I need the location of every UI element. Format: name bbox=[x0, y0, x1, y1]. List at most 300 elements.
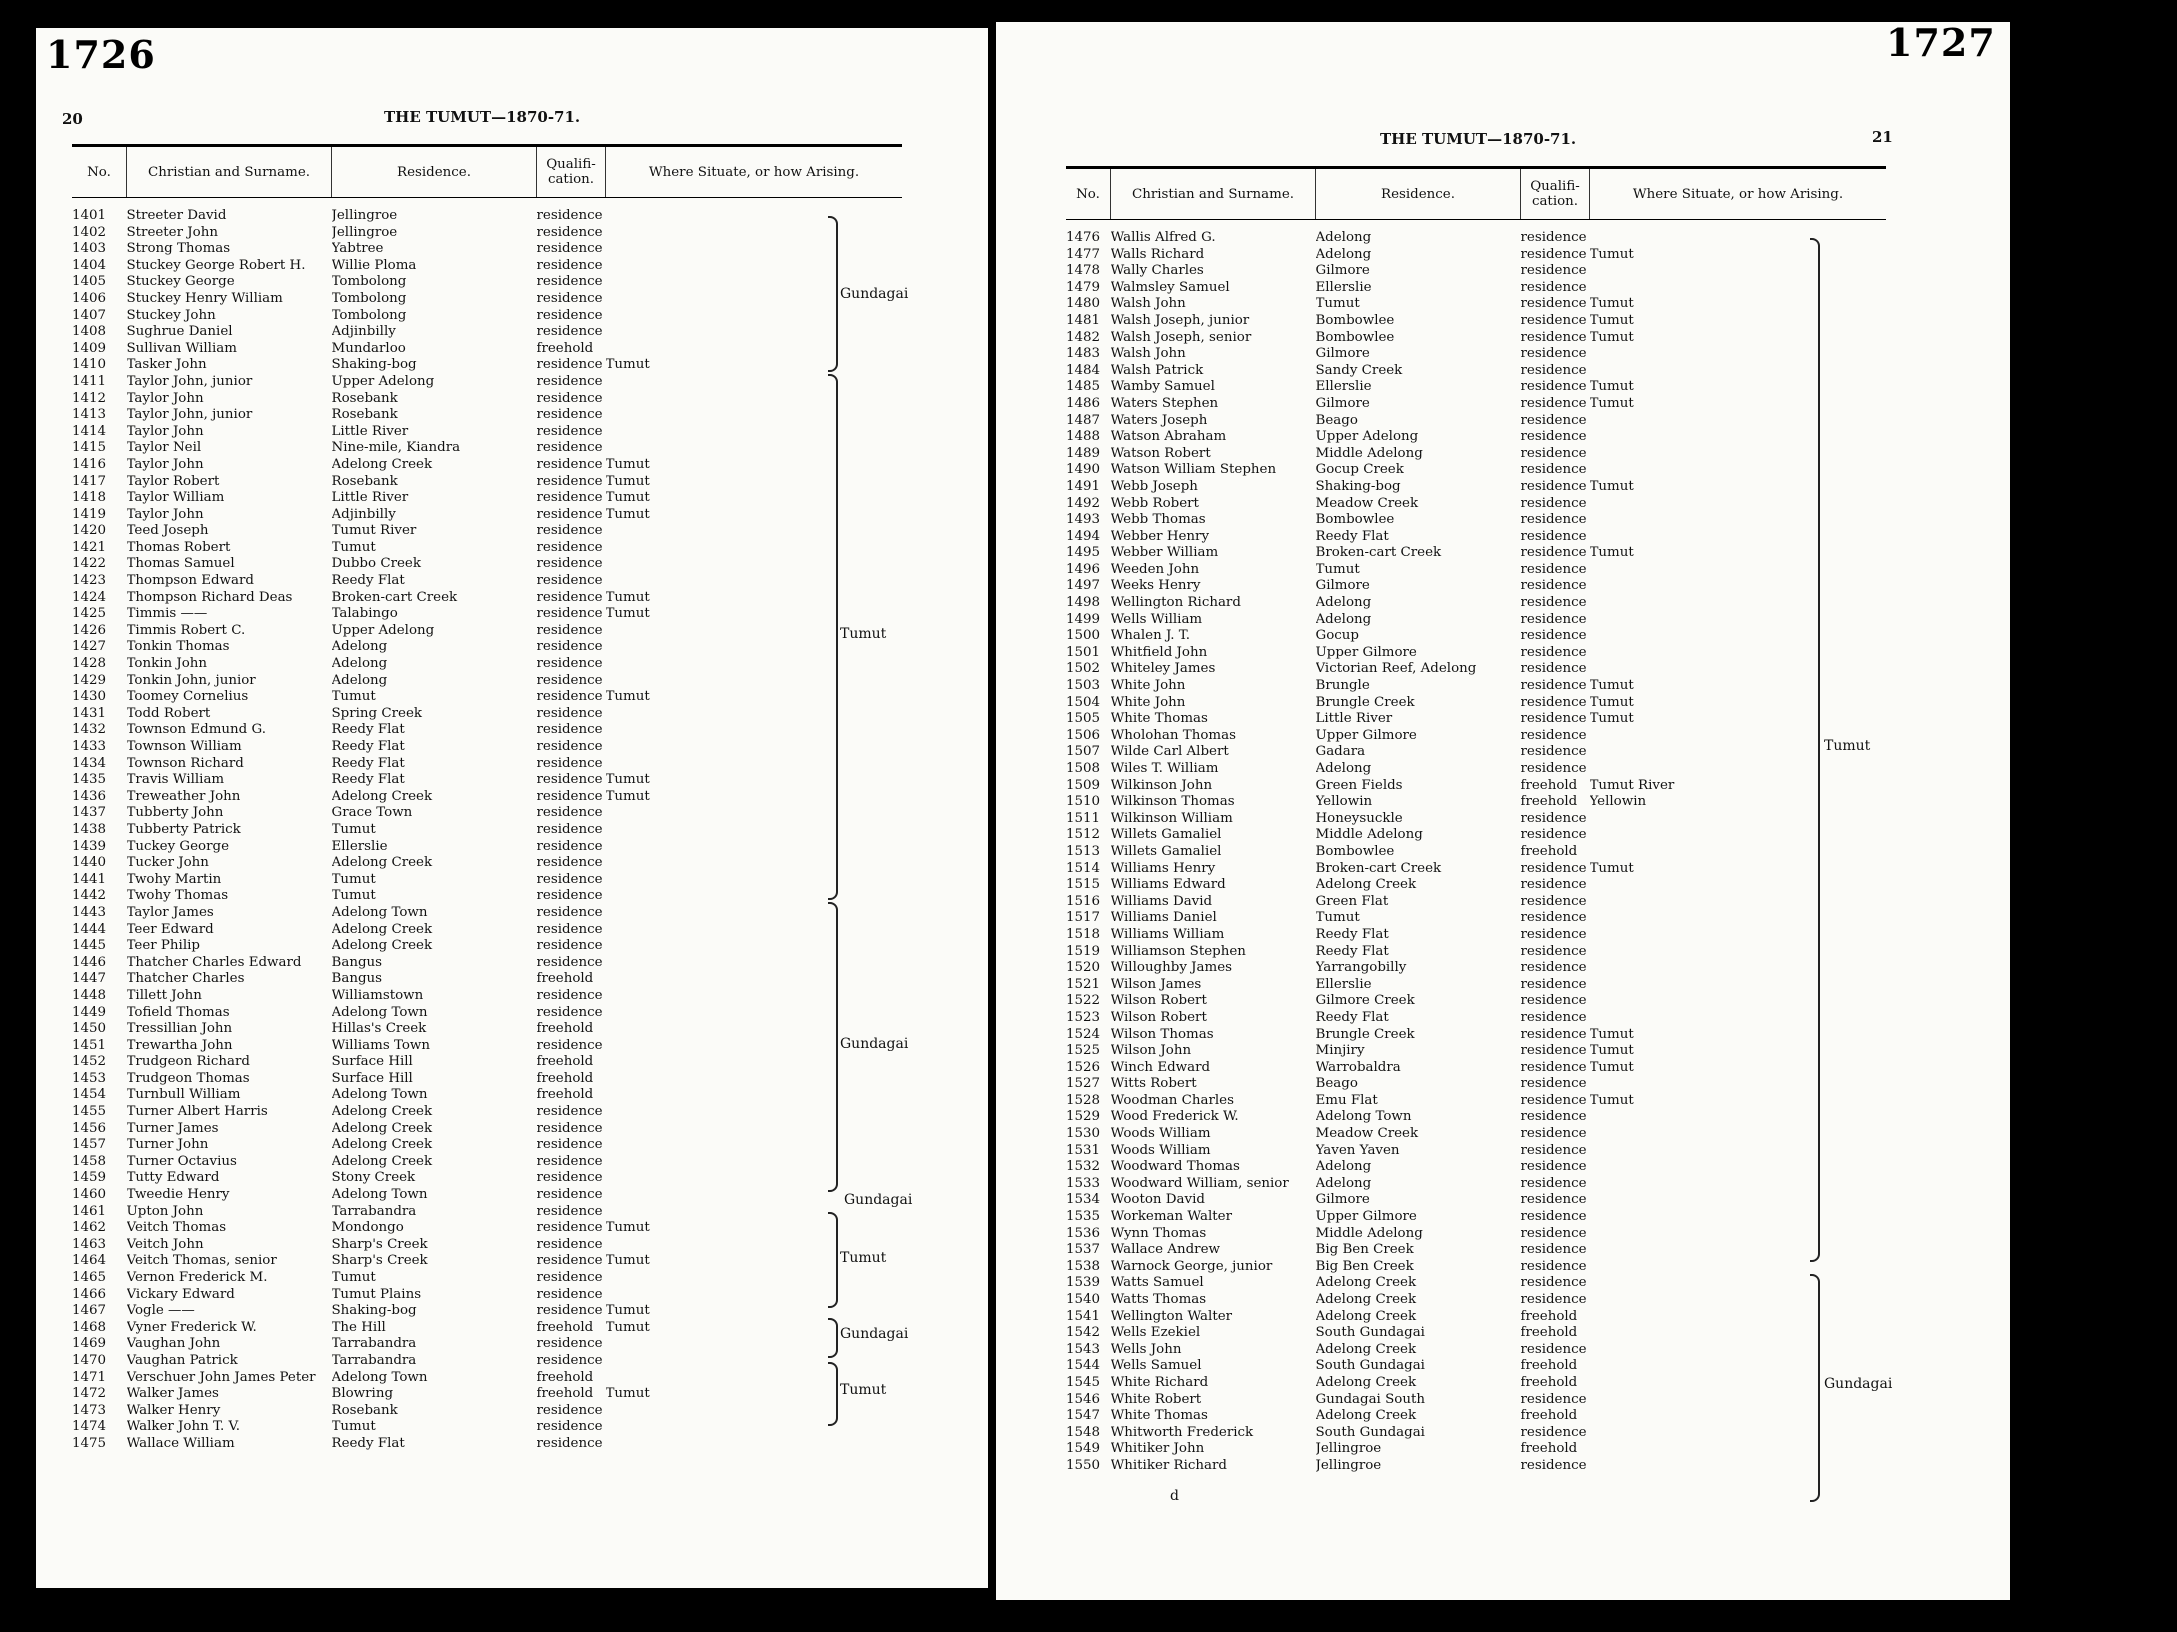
entry-name: Taylor William bbox=[126, 490, 225, 506]
entry-residence: Reedy Flat bbox=[331, 739, 405, 754]
entry-residence: Adelong Creek bbox=[1315, 877, 1417, 893]
entry-number: 1402 bbox=[72, 224, 107, 240]
table-row bbox=[72, 407, 902, 424]
entry-residence: Upper Gilmore bbox=[1315, 1209, 1417, 1225]
entry-where-situate bbox=[606, 1054, 903, 1071]
entry-number: 1550 bbox=[1066, 1457, 1101, 1473]
entry-residence: Jellingroe bbox=[1315, 1457, 1382, 1473]
table-row bbox=[72, 938, 902, 955]
entry-qualification: residence bbox=[536, 423, 603, 439]
entry-where-situate: Tumut bbox=[1589, 678, 1634, 694]
table-row bbox=[1066, 1342, 1886, 1359]
entry-name: Taylor John bbox=[126, 456, 204, 472]
entry-qualification: freehold bbox=[1520, 1441, 1578, 1457]
table-row bbox=[1066, 545, 1886, 562]
entry-qualification: freehold bbox=[536, 1087, 594, 1103]
entry-number: 1517 bbox=[1066, 910, 1101, 926]
entry-where-situate bbox=[1590, 645, 1887, 662]
entry-residence: Sharp's Creek bbox=[331, 1236, 428, 1252]
entry-qualification: residence bbox=[536, 954, 603, 970]
entry-residence: Bombowlee bbox=[1315, 512, 1395, 528]
group-label: Gundagai bbox=[840, 1326, 909, 1342]
group-brace bbox=[828, 1212, 838, 1308]
table-row bbox=[1066, 993, 1886, 1010]
entry-qualification: residence bbox=[1520, 379, 1587, 395]
entry-qualification: residence bbox=[1520, 1142, 1587, 1158]
entry-where-situate bbox=[606, 523, 903, 540]
entry-where-situate bbox=[606, 822, 903, 839]
table-row bbox=[72, 424, 902, 441]
entry-residence: Big Ben Creek bbox=[1315, 1258, 1414, 1274]
entry-number: 1454 bbox=[72, 1087, 107, 1103]
table-row bbox=[1066, 1143, 1886, 1160]
entry-number: 1458 bbox=[72, 1153, 107, 1169]
entry-residence: Middle Adelong bbox=[1315, 445, 1423, 461]
entry-where-situate: Tumut River bbox=[1589, 777, 1675, 793]
entry-number: 1484 bbox=[1066, 362, 1101, 378]
entry-residence: Adelong bbox=[1315, 1175, 1372, 1191]
entry-qualification: residence bbox=[1520, 595, 1587, 611]
entry-qualification: residence bbox=[1520, 827, 1587, 843]
entry-name: Webber William bbox=[1110, 545, 1219, 561]
entry-number: 1528 bbox=[1066, 1092, 1101, 1108]
entry-qualification: residence bbox=[536, 1352, 603, 1368]
entry-where-situate: Tumut bbox=[1589, 545, 1634, 561]
table-row bbox=[1066, 1441, 1886, 1458]
table-row bbox=[1066, 1408, 1886, 1425]
table-row bbox=[1066, 927, 1886, 944]
table-row bbox=[72, 756, 902, 773]
table-row bbox=[1066, 695, 1886, 712]
table-row bbox=[72, 507, 902, 524]
entry-name: Walker Henry bbox=[126, 1402, 221, 1418]
entry-where-situate bbox=[606, 1403, 903, 1420]
table-row bbox=[1066, 1226, 1886, 1243]
entry-residence: Adelong Creek bbox=[331, 855, 433, 871]
entry-number: 1476 bbox=[1066, 230, 1101, 245]
entry-number: 1534 bbox=[1066, 1192, 1101, 1208]
entry-residence: Brungle bbox=[1315, 678, 1370, 694]
table-row bbox=[72, 1253, 902, 1270]
entry-name: Wells John bbox=[1110, 1341, 1182, 1357]
entry-number: 1499 bbox=[1066, 611, 1101, 627]
entry-qualification: freehold bbox=[1520, 777, 1578, 793]
table-row bbox=[1066, 496, 1886, 513]
entry-where-situate bbox=[1590, 413, 1887, 430]
entry-residence: Grace Town bbox=[331, 805, 413, 821]
entry-number: 1442 bbox=[72, 888, 107, 904]
entry-where-situate bbox=[1590, 1143, 1887, 1160]
entry-where-situate bbox=[606, 905, 903, 922]
entry-name: Workeman Walter bbox=[1110, 1209, 1232, 1225]
table-row bbox=[72, 457, 902, 474]
entry-where-situate bbox=[1590, 844, 1887, 861]
entry-qualification: residence bbox=[536, 656, 603, 672]
entry-where-situate bbox=[1590, 927, 1887, 944]
entry-qualification: residence bbox=[1520, 329, 1587, 345]
entry-number: 1411 bbox=[72, 373, 107, 389]
entry-name: Sughrue Daniel bbox=[126, 324, 233, 340]
entry-where-situate bbox=[1590, 578, 1887, 595]
table-row bbox=[1066, 1176, 1886, 1193]
entry-qualification: residence bbox=[1520, 1424, 1587, 1440]
entry-number: 1405 bbox=[72, 274, 107, 290]
table-row bbox=[1066, 977, 1886, 994]
entry-residence: Adelong Town bbox=[1315, 1109, 1412, 1125]
entry-where-situate: Tumut bbox=[605, 1220, 650, 1236]
table-row bbox=[1066, 1043, 1886, 1060]
group-label: Gundagai bbox=[1824, 1376, 1893, 1392]
entry-name: White Robert bbox=[1110, 1391, 1202, 1407]
entry-name: Taylor John bbox=[126, 423, 204, 439]
entry-name: Teer Philip bbox=[126, 938, 200, 954]
group-label: Tumut bbox=[1824, 738, 1871, 754]
entry-number: 1539 bbox=[1066, 1275, 1101, 1291]
entry-number: 1516 bbox=[1066, 893, 1101, 909]
table-row bbox=[72, 1121, 902, 1138]
entry-residence: Tarrabandra bbox=[331, 1203, 417, 1219]
entry-where-situate bbox=[606, 1436, 903, 1453]
entry-residence: Rosebank bbox=[331, 390, 398, 406]
entry-number: 1497 bbox=[1066, 578, 1101, 594]
entry-where-situate bbox=[606, 756, 903, 773]
table-row bbox=[72, 1137, 902, 1154]
entry-where-situate bbox=[606, 1005, 903, 1022]
entry-qualification: freehold bbox=[536, 1319, 594, 1335]
entry-where-situate bbox=[606, 407, 903, 424]
page-header: THE TUMUT—1870-71. bbox=[384, 108, 581, 126]
table-row bbox=[1066, 778, 1886, 795]
entry-where-situate: Tumut bbox=[605, 1253, 650, 1269]
table-row bbox=[1066, 1259, 1886, 1276]
entry-residence: Surface Hill bbox=[331, 1054, 413, 1070]
entry-qualification: residence bbox=[1520, 445, 1587, 461]
entry-residence: Gadara bbox=[1315, 744, 1366, 760]
entry-number: 1529 bbox=[1066, 1109, 1101, 1125]
table-row bbox=[1066, 612, 1886, 629]
entry-qualification: residence bbox=[1520, 1275, 1587, 1291]
entry-number: 1464 bbox=[72, 1253, 107, 1269]
entry-residence: Adelong bbox=[1315, 761, 1372, 776]
entry-name: Watson Robert bbox=[1110, 445, 1211, 461]
table-row bbox=[72, 225, 902, 242]
entry-number: 1508 bbox=[1066, 761, 1101, 776]
entry-qualification: residence bbox=[536, 1187, 603, 1203]
entry-qualification: residence bbox=[536, 1270, 603, 1285]
entry-qualification: residence bbox=[536, 1286, 603, 1302]
entry-qualification: freehold bbox=[1520, 1358, 1578, 1374]
entry-number: 1511 bbox=[1066, 810, 1101, 826]
entry-number: 1502 bbox=[1066, 661, 1101, 677]
entry-qualification: residence bbox=[536, 241, 603, 257]
entry-number: 1503 bbox=[1066, 678, 1101, 694]
entry-where-situate bbox=[1590, 446, 1887, 463]
entry-name: Twohy Martin bbox=[126, 871, 222, 887]
table-row bbox=[1066, 1292, 1886, 1309]
entry-residence: Little River bbox=[1315, 711, 1393, 727]
entry-name: Townson William bbox=[126, 739, 242, 754]
table-row bbox=[72, 1403, 902, 1420]
entry-where-situate bbox=[606, 971, 903, 988]
entry-qualification: residence bbox=[1520, 1009, 1587, 1025]
entry-residence: Adelong Town bbox=[331, 904, 428, 920]
entry-number: 1505 bbox=[1066, 711, 1101, 727]
entry-number: 1512 bbox=[1066, 827, 1101, 843]
entry-name: Woods William bbox=[1110, 1126, 1211, 1142]
entry-name: Turner John bbox=[126, 1137, 209, 1153]
table-row bbox=[1066, 429, 1886, 446]
entry-residence: Tumut bbox=[331, 871, 376, 887]
entry-residence: Adelong Town bbox=[331, 1187, 428, 1203]
entry-where-situate bbox=[606, 1104, 903, 1121]
entry-qualification: freehold bbox=[536, 1386, 594, 1402]
group-brace bbox=[828, 216, 838, 372]
entry-number: 1489 bbox=[1066, 445, 1101, 461]
entry-residence: Green Fields bbox=[1315, 777, 1403, 793]
entry-name: Witts Robert bbox=[1110, 1076, 1197, 1092]
entry-residence: Upper Adelong bbox=[331, 373, 435, 389]
entry-where-situate bbox=[1590, 1159, 1887, 1176]
entry-residence: Tumut bbox=[331, 888, 376, 904]
table-row bbox=[1066, 578, 1886, 595]
entry-name: Wells Samuel bbox=[1110, 1358, 1202, 1374]
entry-qualification: residence bbox=[1520, 943, 1587, 959]
entry-qualification: residence bbox=[536, 407, 603, 423]
table-row bbox=[1066, 1309, 1886, 1326]
entry-name: Wellington Walter bbox=[1110, 1308, 1233, 1324]
entry-residence: Tumut bbox=[331, 689, 376, 705]
entry-residence: Upper Adelong bbox=[1315, 429, 1419, 445]
entry-where-situate bbox=[1590, 628, 1887, 645]
entry-where-situate bbox=[1590, 761, 1887, 778]
entry-qualification: residence bbox=[1520, 993, 1587, 1009]
table-row bbox=[72, 905, 902, 922]
entry-number: 1535 bbox=[1066, 1209, 1101, 1225]
entry-residence: Talabingo bbox=[331, 606, 398, 622]
entry-where-situate bbox=[1590, 612, 1887, 629]
entry-qualification: residence bbox=[1520, 926, 1587, 942]
entry-qualification: freehold bbox=[536, 1054, 594, 1070]
table-row bbox=[72, 706, 902, 723]
entry-number: 1485 bbox=[1066, 379, 1101, 395]
entry-name: Whitfield John bbox=[1110, 644, 1208, 660]
entry-where-situate bbox=[1590, 346, 1887, 363]
table-row bbox=[72, 208, 902, 225]
table-row bbox=[72, 523, 902, 540]
entry-name: Thompson Richard Deas bbox=[126, 589, 293, 605]
entry-qualification: residence bbox=[536, 755, 603, 771]
table-row bbox=[72, 739, 902, 756]
table-row bbox=[72, 1320, 902, 1337]
entry-number: 1542 bbox=[1066, 1325, 1101, 1341]
entry-where-situate bbox=[1590, 462, 1887, 479]
entry-where-situate bbox=[1590, 529, 1887, 546]
entry-residence: Upper Gilmore bbox=[1315, 727, 1417, 743]
entry-name: Whitiker Richard bbox=[1110, 1457, 1227, 1473]
entry-number: 1531 bbox=[1066, 1142, 1101, 1158]
entry-where-situate: Tumut bbox=[605, 589, 650, 605]
entry-qualification: freehold bbox=[536, 1070, 594, 1086]
table-row bbox=[1066, 1109, 1886, 1126]
entry-name: Timmis Robert C. bbox=[126, 622, 246, 638]
table-row bbox=[72, 1370, 902, 1387]
entry-number: 1537 bbox=[1066, 1242, 1101, 1258]
entry-number: 1522 bbox=[1066, 993, 1101, 1009]
entry-where-situate bbox=[1590, 1259, 1887, 1276]
entry-number: 1475 bbox=[72, 1435, 107, 1451]
entry-number: 1447 bbox=[72, 971, 107, 987]
entry-residence: Adjinbilly bbox=[331, 506, 396, 522]
entry-qualification: residence bbox=[1520, 711, 1587, 727]
entry-number: 1504 bbox=[1066, 694, 1101, 710]
entry-name: Taylor John bbox=[126, 390, 204, 406]
entry-residence: Adelong Creek bbox=[331, 1137, 433, 1153]
entry-where-situate bbox=[606, 374, 903, 391]
table-row bbox=[1066, 263, 1886, 280]
entry-qualification: residence bbox=[536, 1170, 603, 1186]
entry-where-situate bbox=[606, 424, 903, 441]
entry-where-situate bbox=[1590, 1392, 1887, 1409]
entry-name: Thatcher Charles Edward bbox=[126, 954, 302, 970]
entry-number: 1432 bbox=[72, 722, 107, 738]
entry-where-situate: Tumut bbox=[1589, 1026, 1634, 1042]
entry-number: 1467 bbox=[72, 1303, 107, 1319]
entry-qualification: residence bbox=[1520, 263, 1587, 279]
entry-where-situate bbox=[1590, 1358, 1887, 1375]
entry-where-situate bbox=[606, 208, 903, 225]
entry-name: Whalen J. T. bbox=[1110, 628, 1191, 644]
entry-qualification: residence bbox=[1520, 628, 1587, 644]
entry-where-situate bbox=[1590, 1192, 1887, 1209]
entry-residence: Adelong Creek bbox=[331, 921, 433, 937]
entry-number: 1513 bbox=[1066, 843, 1101, 859]
entry-residence: Beago bbox=[1315, 1076, 1358, 1092]
table-row bbox=[1066, 1375, 1886, 1392]
entry-name: Woodman Charles bbox=[1110, 1092, 1234, 1108]
table-row bbox=[72, 374, 902, 391]
entry-where-situate bbox=[1590, 1209, 1887, 1226]
entry-number: 1527 bbox=[1066, 1076, 1101, 1092]
entry-residence: Tumut River bbox=[331, 523, 417, 539]
entry-residence: Tarrabandra bbox=[331, 1352, 417, 1368]
entry-name: Williamson Stephen bbox=[1110, 943, 1246, 959]
entry-where-situate bbox=[606, 308, 903, 325]
entry-qualification: residence bbox=[536, 672, 603, 688]
entry-name: Veitch Thomas, senior bbox=[126, 1253, 277, 1269]
table-row bbox=[72, 1054, 902, 1071]
entry-number: 1461 bbox=[72, 1203, 107, 1219]
entry-number: 1483 bbox=[1066, 346, 1101, 362]
table-row bbox=[1066, 844, 1886, 861]
left-page bbox=[36, 28, 988, 1588]
entry-qualification: residence bbox=[536, 821, 603, 837]
entry-name: Wells William bbox=[1110, 611, 1203, 627]
page-number: 20 bbox=[62, 110, 83, 128]
entry-number: 1488 bbox=[1066, 429, 1101, 445]
entry-where-situate: Tumut bbox=[1589, 1059, 1634, 1075]
entry-where-situate: Tumut bbox=[605, 1319, 650, 1335]
entry-number: 1407 bbox=[72, 307, 107, 323]
table-row bbox=[72, 772, 902, 789]
entry-number: 1544 bbox=[1066, 1358, 1101, 1374]
entry-number: 1452 bbox=[72, 1054, 107, 1070]
entry-qualification: residence bbox=[1520, 1076, 1587, 1092]
entry-name: Tillett John bbox=[126, 987, 202, 1003]
entry-name: Twohy Thomas bbox=[126, 888, 229, 904]
table-row bbox=[1066, 462, 1886, 479]
entry-number: 1471 bbox=[72, 1369, 107, 1385]
entry-name: Walker John T. V. bbox=[126, 1419, 241, 1435]
entry-where-situate: Tumut bbox=[605, 506, 650, 522]
entry-where-situate bbox=[606, 1071, 903, 1088]
entry-number: 1401 bbox=[72, 208, 107, 223]
column-header-residence: Residence. bbox=[332, 146, 537, 198]
group-brace bbox=[1810, 1274, 1820, 1502]
entry-number: 1468 bbox=[72, 1319, 107, 1335]
entry-number: 1415 bbox=[72, 440, 107, 456]
entry-qualification: freehold bbox=[536, 1369, 594, 1385]
entry-residence: Adelong Creek bbox=[331, 456, 433, 472]
entry-residence: Williamstown bbox=[331, 987, 424, 1003]
entry-name: Walsh Joseph, senior bbox=[1110, 329, 1252, 345]
entry-residence: Reedy Flat bbox=[1315, 926, 1389, 942]
entry-qualification: residence bbox=[1520, 296, 1587, 312]
entry-residence: Mundarloo bbox=[331, 340, 406, 356]
entry-qualification: residence bbox=[1520, 246, 1587, 262]
table-row bbox=[1066, 363, 1886, 380]
entry-name: Winch Edward bbox=[1110, 1059, 1211, 1075]
entry-qualification: residence bbox=[1520, 910, 1587, 926]
table-row bbox=[1066, 1458, 1886, 1475]
entry-number: 1435 bbox=[72, 772, 107, 788]
entry-number: 1546 bbox=[1066, 1391, 1101, 1407]
entry-qualification: residence bbox=[1520, 678, 1587, 694]
entry-number: 1460 bbox=[72, 1187, 107, 1203]
table-row bbox=[1066, 960, 1886, 977]
group-brace bbox=[828, 1318, 838, 1358]
entry-name: White John bbox=[1110, 678, 1186, 694]
table-row bbox=[72, 1187, 902, 1204]
entry-number: 1492 bbox=[1066, 495, 1101, 511]
entry-where-situate bbox=[606, 922, 903, 939]
entry-name: Whitiker John bbox=[1110, 1441, 1205, 1457]
entry-where-situate bbox=[606, 722, 903, 739]
entry-number: 1448 bbox=[72, 987, 107, 1003]
entry-qualification: residence bbox=[536, 705, 603, 721]
entry-residence: Warrobaldra bbox=[1315, 1059, 1401, 1075]
table-row bbox=[72, 1204, 902, 1221]
group-brace bbox=[828, 902, 838, 1192]
entry-number: 1429 bbox=[72, 672, 107, 688]
entry-residence: Brungle Creek bbox=[1315, 1026, 1415, 1042]
entry-name: Walsh Joseph, junior bbox=[1110, 312, 1250, 328]
entry-number: 1494 bbox=[1066, 528, 1101, 544]
entry-number: 1457 bbox=[72, 1137, 107, 1153]
entry-where-situate bbox=[606, 225, 903, 242]
entry-number: 1443 bbox=[72, 904, 107, 920]
entry-name: Upton John bbox=[126, 1203, 204, 1219]
entry-number: 1518 bbox=[1066, 926, 1101, 942]
table-row bbox=[72, 623, 902, 640]
entry-qualification: residence bbox=[1520, 644, 1587, 660]
entry-residence: Upper Adelong bbox=[331, 622, 435, 638]
entry-name: Townson Edmund G. bbox=[126, 722, 266, 738]
entry-where-situate bbox=[606, 656, 903, 673]
entry-residence: Ellerslie bbox=[331, 838, 388, 854]
table-row bbox=[72, 971, 902, 988]
entry-where-situate: Tumut bbox=[1589, 711, 1634, 727]
entry-residence: Gilmore bbox=[1315, 263, 1370, 279]
